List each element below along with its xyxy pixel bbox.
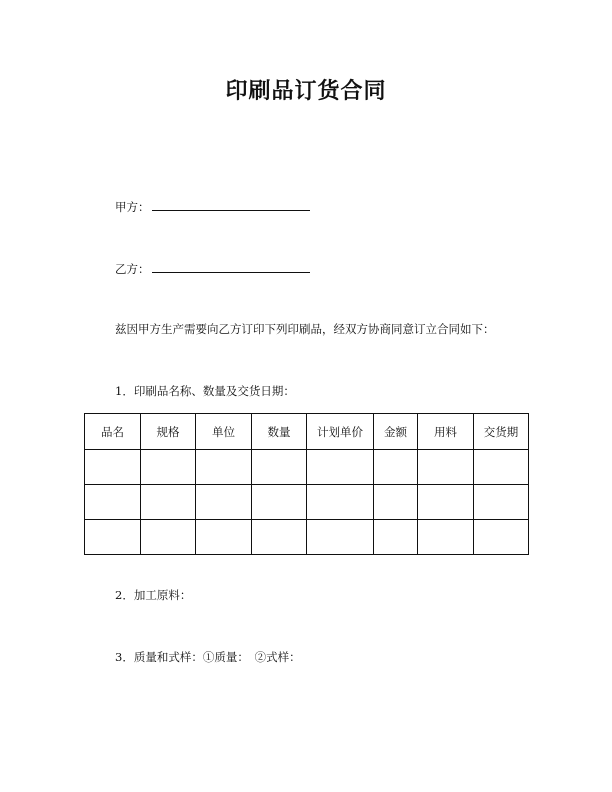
header-cell-unit-price: 计划单价 xyxy=(307,414,374,450)
party-b-label: 乙方： xyxy=(115,262,150,276)
intro-paragraph: 兹因甲方生产需要向乙方订印下列印刷品，经双方协商同意订立合同如下： xyxy=(115,322,495,336)
party-a-line xyxy=(115,198,310,215)
party-b-line xyxy=(115,260,310,277)
header-cell-delivery: 交货期 xyxy=(474,414,529,450)
table-cell[interactable] xyxy=(418,520,474,555)
header-cell-material: 用料 xyxy=(418,414,474,450)
table-cell[interactable] xyxy=(474,450,529,485)
party-a-blank[interactable] xyxy=(152,198,310,211)
table-cell[interactable] xyxy=(196,520,252,555)
table-row xyxy=(85,450,529,485)
table-row xyxy=(85,520,529,555)
document-title: 印刷品订货合同 xyxy=(225,79,387,104)
table-cell[interactable] xyxy=(418,450,474,485)
table-cell[interactable] xyxy=(196,450,252,485)
table-cell[interactable] xyxy=(85,520,141,555)
table-cell[interactable] xyxy=(252,450,307,485)
section-3-heading: 3．质量和式样：①质量： ②式样： xyxy=(115,650,301,664)
party-a-label: 甲方： xyxy=(115,200,150,214)
table-header-row xyxy=(85,414,529,450)
header-cell-spec: 规格 xyxy=(141,414,196,450)
table-cell[interactable] xyxy=(374,450,418,485)
goods-table xyxy=(84,413,529,555)
table-cell[interactable] xyxy=(374,485,418,520)
table-cell[interactable] xyxy=(252,520,307,555)
header-cell-amount: 金额 xyxy=(374,414,418,450)
header-cell-name: 品名 xyxy=(85,414,141,450)
table-cell[interactable] xyxy=(196,485,252,520)
section-2-heading: 2．加工原料： xyxy=(115,588,192,602)
table-cell[interactable] xyxy=(307,450,374,485)
table-cell[interactable] xyxy=(141,485,196,520)
table-cell[interactable] xyxy=(141,450,196,485)
table-cell[interactable] xyxy=(418,485,474,520)
party-b-blank[interactable] xyxy=(152,260,310,273)
header-cell-unit: 单位 xyxy=(196,414,252,450)
table-cell[interactable] xyxy=(85,485,141,520)
table-row xyxy=(85,485,529,520)
table-cell[interactable] xyxy=(141,520,196,555)
table-cell[interactable] xyxy=(85,450,141,485)
section-1-heading: 1．印刷品名称、数量及交货日期： xyxy=(115,384,295,398)
table-cell[interactable] xyxy=(474,520,529,555)
table-cell[interactable] xyxy=(374,520,418,555)
table-cell[interactable] xyxy=(252,485,307,520)
table-cell[interactable] xyxy=(307,520,374,555)
table-cell[interactable] xyxy=(474,485,529,520)
table-cell[interactable] xyxy=(307,485,374,520)
header-cell-quantity: 数量 xyxy=(252,414,307,450)
